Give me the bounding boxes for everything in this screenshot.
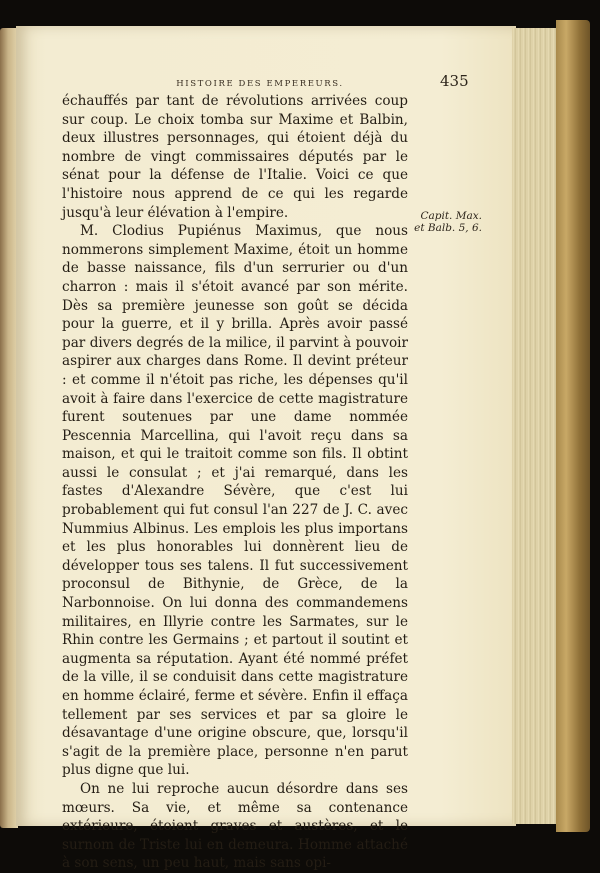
paragraph-1: échauffés par tant de révolutions arrivées coup sur coup. Le choix tomba sur Maxime et Balbin, deux illustres personnages, qui étoient déjà du nombre de vingt commissaires députés par le sénat pour la défense de l'Italie. Voici ce que l'histoire nous apprend de ce qui les regarde jusqu'à leur élévation à l'empire. <box>62 93 408 221</box>
page-number: 435 <box>440 72 469 90</box>
margin-note-line-2: et Balb. 5, 6. <box>414 222 482 234</box>
book-cover-edge <box>556 20 590 832</box>
paragraph-2: M. Clodius Pupiénus Maximus, que nous nommerons simplement Maxime, étoit un homme de basse naissance, fils d'un serrurier ou d'un charron : mais il s'étoit avancé par son mérite. Dès sa première jeunesse son goût se décida pour la guerre, et il y brilla. Après avoir passé par divers degrés de la milice, il parvint à pouvoir aspirer aux charges dans Rome. Il devint préteur : et comme il n'étoit pas riche, les dépenses qu'il avoit à faire dans l'exercice de cette magistrature furent soutenues par une dame nommée Pescennia Marcellina, qui l'avoit reçu dans sa maison, et qui le traitoit comme son fils. Il obtint aussi le consulat ; et j'ai remarqué, dans les fastes d'Alexandre Sévère, que c'est lui probablement qui fut consul l'an 227 de J. C. avec Nummius Albinus. Les emplois les plus importans et les plus honorables lui donnèrent lieu de développer tous ses talens. Il fut successivement proconsul de Bithynie, de Grèce, de la Narbonnoise. On lui donna des commandemens militaires, en Illyrie contre les Sarmates, sur le Rhin contre les Germains ; et partout il soutint et augmenta sa réputation. Ayant été nommé préfet de la ville, il se conduisit dans cette magistrature en homme éclairé, ferme et sévère. Enfin il effaça tellement par ses services et par sa gloire le désavantage d'une origine obscure, que, lorsqu'il s'agit de la première place, personne n'en parut plus digne que lui. <box>62 223 408 779</box>
running-head: HISTOIRE DES EMPEREURS. <box>176 79 344 89</box>
margin-note-line-1: Capit. Max. <box>420 210 482 222</box>
paragraph-3: On ne lui reproche aucun désordre dans ses mœurs. Sa vie, et même sa contenance extérieure, étoient graves et austères, et le surnom de Triste lui en demeura. Homme attaché à son sens, un peu haut, mais sans opi- <box>62 780 408 872</box>
margin-note <box>412 210 482 234</box>
page-edges <box>512 28 560 824</box>
body-text <box>62 92 408 873</box>
